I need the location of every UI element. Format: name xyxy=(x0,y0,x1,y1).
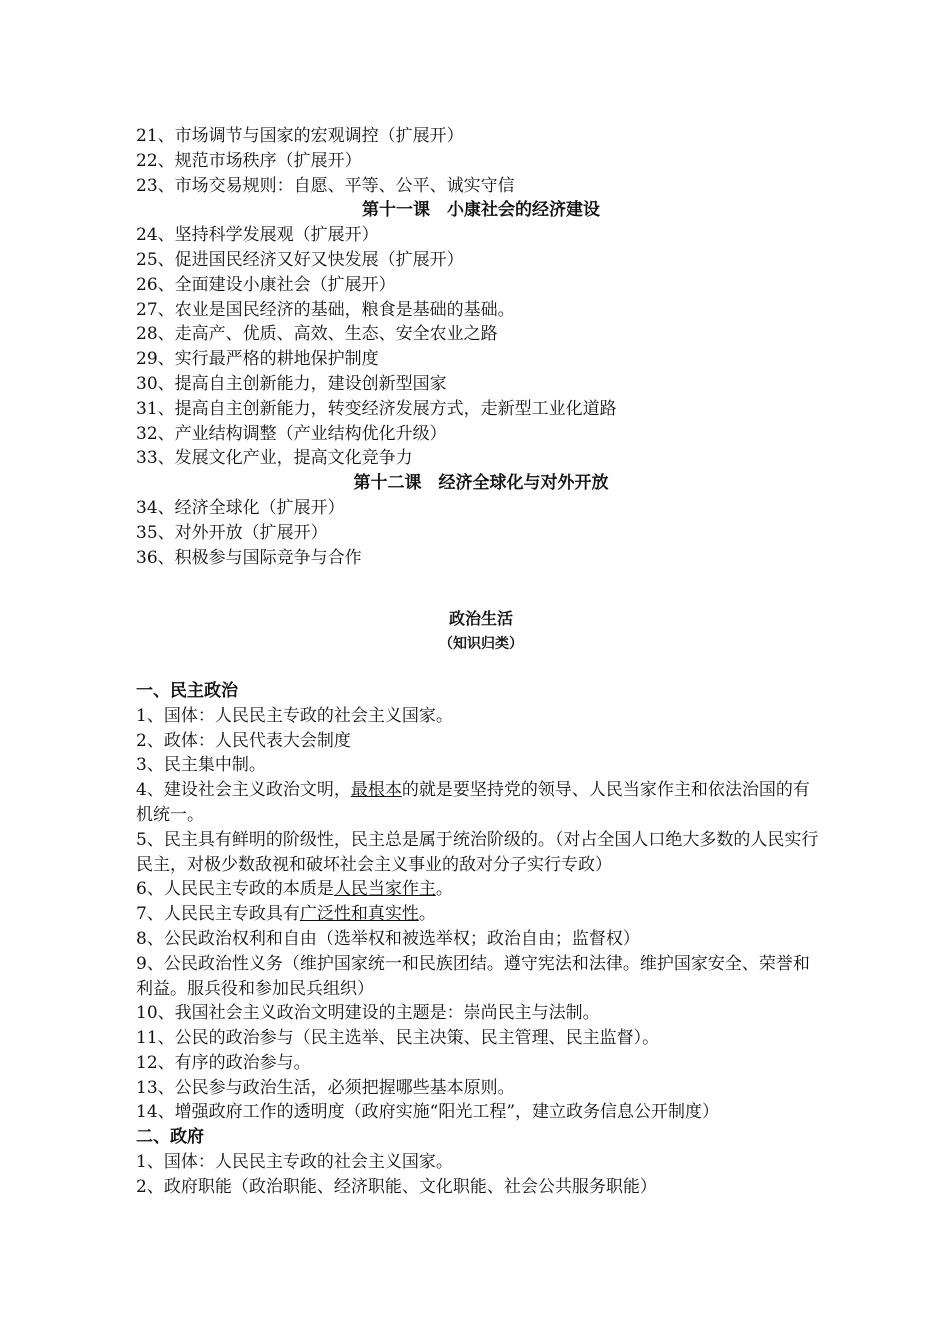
list-item: 23、市场交易规则：自愿、平等、公平、诚实守信 xyxy=(136,175,515,196)
list-item: 1、国体：人民民主专政的社会主义国家。 xyxy=(136,705,453,726)
section-heading-democracy: 一、民主政治 xyxy=(136,680,238,701)
list-item: 33、发展文化产业，提高文化竞争力 xyxy=(136,448,413,469)
list-item xyxy=(136,778,826,828)
spacer xyxy=(136,570,826,607)
list-item: 32、产业结构调整（产业结构优化升级） xyxy=(136,423,447,444)
list-item: 30、提高自主创新能力，建设创新型国家 xyxy=(136,373,447,394)
lesson-11-title: 第十一课 小康社会的经济建设 xyxy=(362,200,600,221)
document-page xyxy=(136,124,826,1200)
list-item: 31、提高自主创新能力，转变经济发展方式，走新型工业化道路 xyxy=(136,398,617,419)
list-item: 5、民主具有鲜明的阶级性，民主总是属于统治阶级的。（对占全国人口绝大多数的人民实行民主，对极少数敌视和破坏社会主义事业的敌对分子实行专政） xyxy=(136,829,819,875)
politics-subtitle: （知识归类） xyxy=(439,636,523,653)
list-item: 9、公民政治性义务（维护国家统一和民族团结。遵守宪法和法律。维护国家安全、荣誉和利益。服兵役和参加民兵组织） xyxy=(136,953,810,999)
list-item: 29、实行最严格的耕地保护制度 xyxy=(136,349,379,370)
list-item: 2、政府职能（政治职能、经济职能、文化职能、社会公共服务职能） xyxy=(136,1176,657,1197)
list-item xyxy=(136,902,826,927)
list-item: 3、民主集中制。 xyxy=(136,755,266,776)
politics-title: 政治生活 xyxy=(448,609,513,629)
list-item: 11、公民的政治参与（民主选举、民主决策、民主管理、民主监督）。 xyxy=(136,1028,660,1049)
list-item: 36、积极参与国际竞争与合作 xyxy=(136,547,362,568)
list-item xyxy=(136,877,826,902)
list-item: 14、增强政府工作的透明度（政府实施“阳光工程”，建立政务信息公开制度） xyxy=(136,1102,720,1123)
item-text: 6、人民民主专政的本质是 xyxy=(136,879,334,900)
lesson-12-title: 第十二课 经济全球化与对外开放 xyxy=(353,473,609,494)
section-heading-government: 二、政府 xyxy=(136,1127,204,1148)
item-text: 。 xyxy=(418,904,436,925)
list-item: 28、走高产、优质、高效、生态、安全农业之路 xyxy=(136,324,498,345)
list-item: 26、全面建设小康社会（扩展开） xyxy=(136,274,396,295)
underlined-text: 人民当家作主 xyxy=(333,879,436,900)
list-item: 13、公民参与政治生活，必须把握哪些基本原则。 xyxy=(136,1077,515,1098)
list-item: 35、对外开放（扩展开） xyxy=(136,522,328,543)
list-item: 27、农业是国民经济的基础，粮食是基础的基础。 xyxy=(136,299,515,320)
list-item: 12、有序的政治参与。 xyxy=(136,1052,311,1073)
item-text: 4、建设社会主义政治文明， xyxy=(136,780,351,801)
list-item: 8、公民政治权利和自由（选举权和被选举权；政治自由；监督权） xyxy=(136,928,640,949)
list-item: 2、政体：人民代表大会制度 xyxy=(136,730,351,751)
list-item: 10、我国社会主义政治文明建设的主题是：崇尚民主与法制。 xyxy=(136,1003,600,1024)
item-text: 。 xyxy=(435,879,453,900)
list-item: 24、坚持科学发展观（扩展开） xyxy=(136,225,379,246)
list-item: 25、促进国民经济又好又快发展（扩展开） xyxy=(136,249,464,270)
list-item: 1、国体：人民民主专政的社会主义国家。 xyxy=(136,1152,453,1173)
item-text: 的就是要坚持党的领导、人民当家作主和依法治国的有机统一。 xyxy=(136,780,810,825)
list-item: 34、经济全球化（扩展开） xyxy=(136,497,345,518)
spacer xyxy=(136,657,826,679)
underlined-text: 最根本 xyxy=(350,780,402,801)
underlined-text: 广泛性和真实性 xyxy=(299,904,419,925)
list-item: 21、市场调节与国家的宏观调控（扩展开） xyxy=(136,126,464,146)
item-text: 7、人民民主专政具有 xyxy=(136,904,300,925)
list-item: 22、规范市场秩序（扩展开） xyxy=(136,150,362,171)
